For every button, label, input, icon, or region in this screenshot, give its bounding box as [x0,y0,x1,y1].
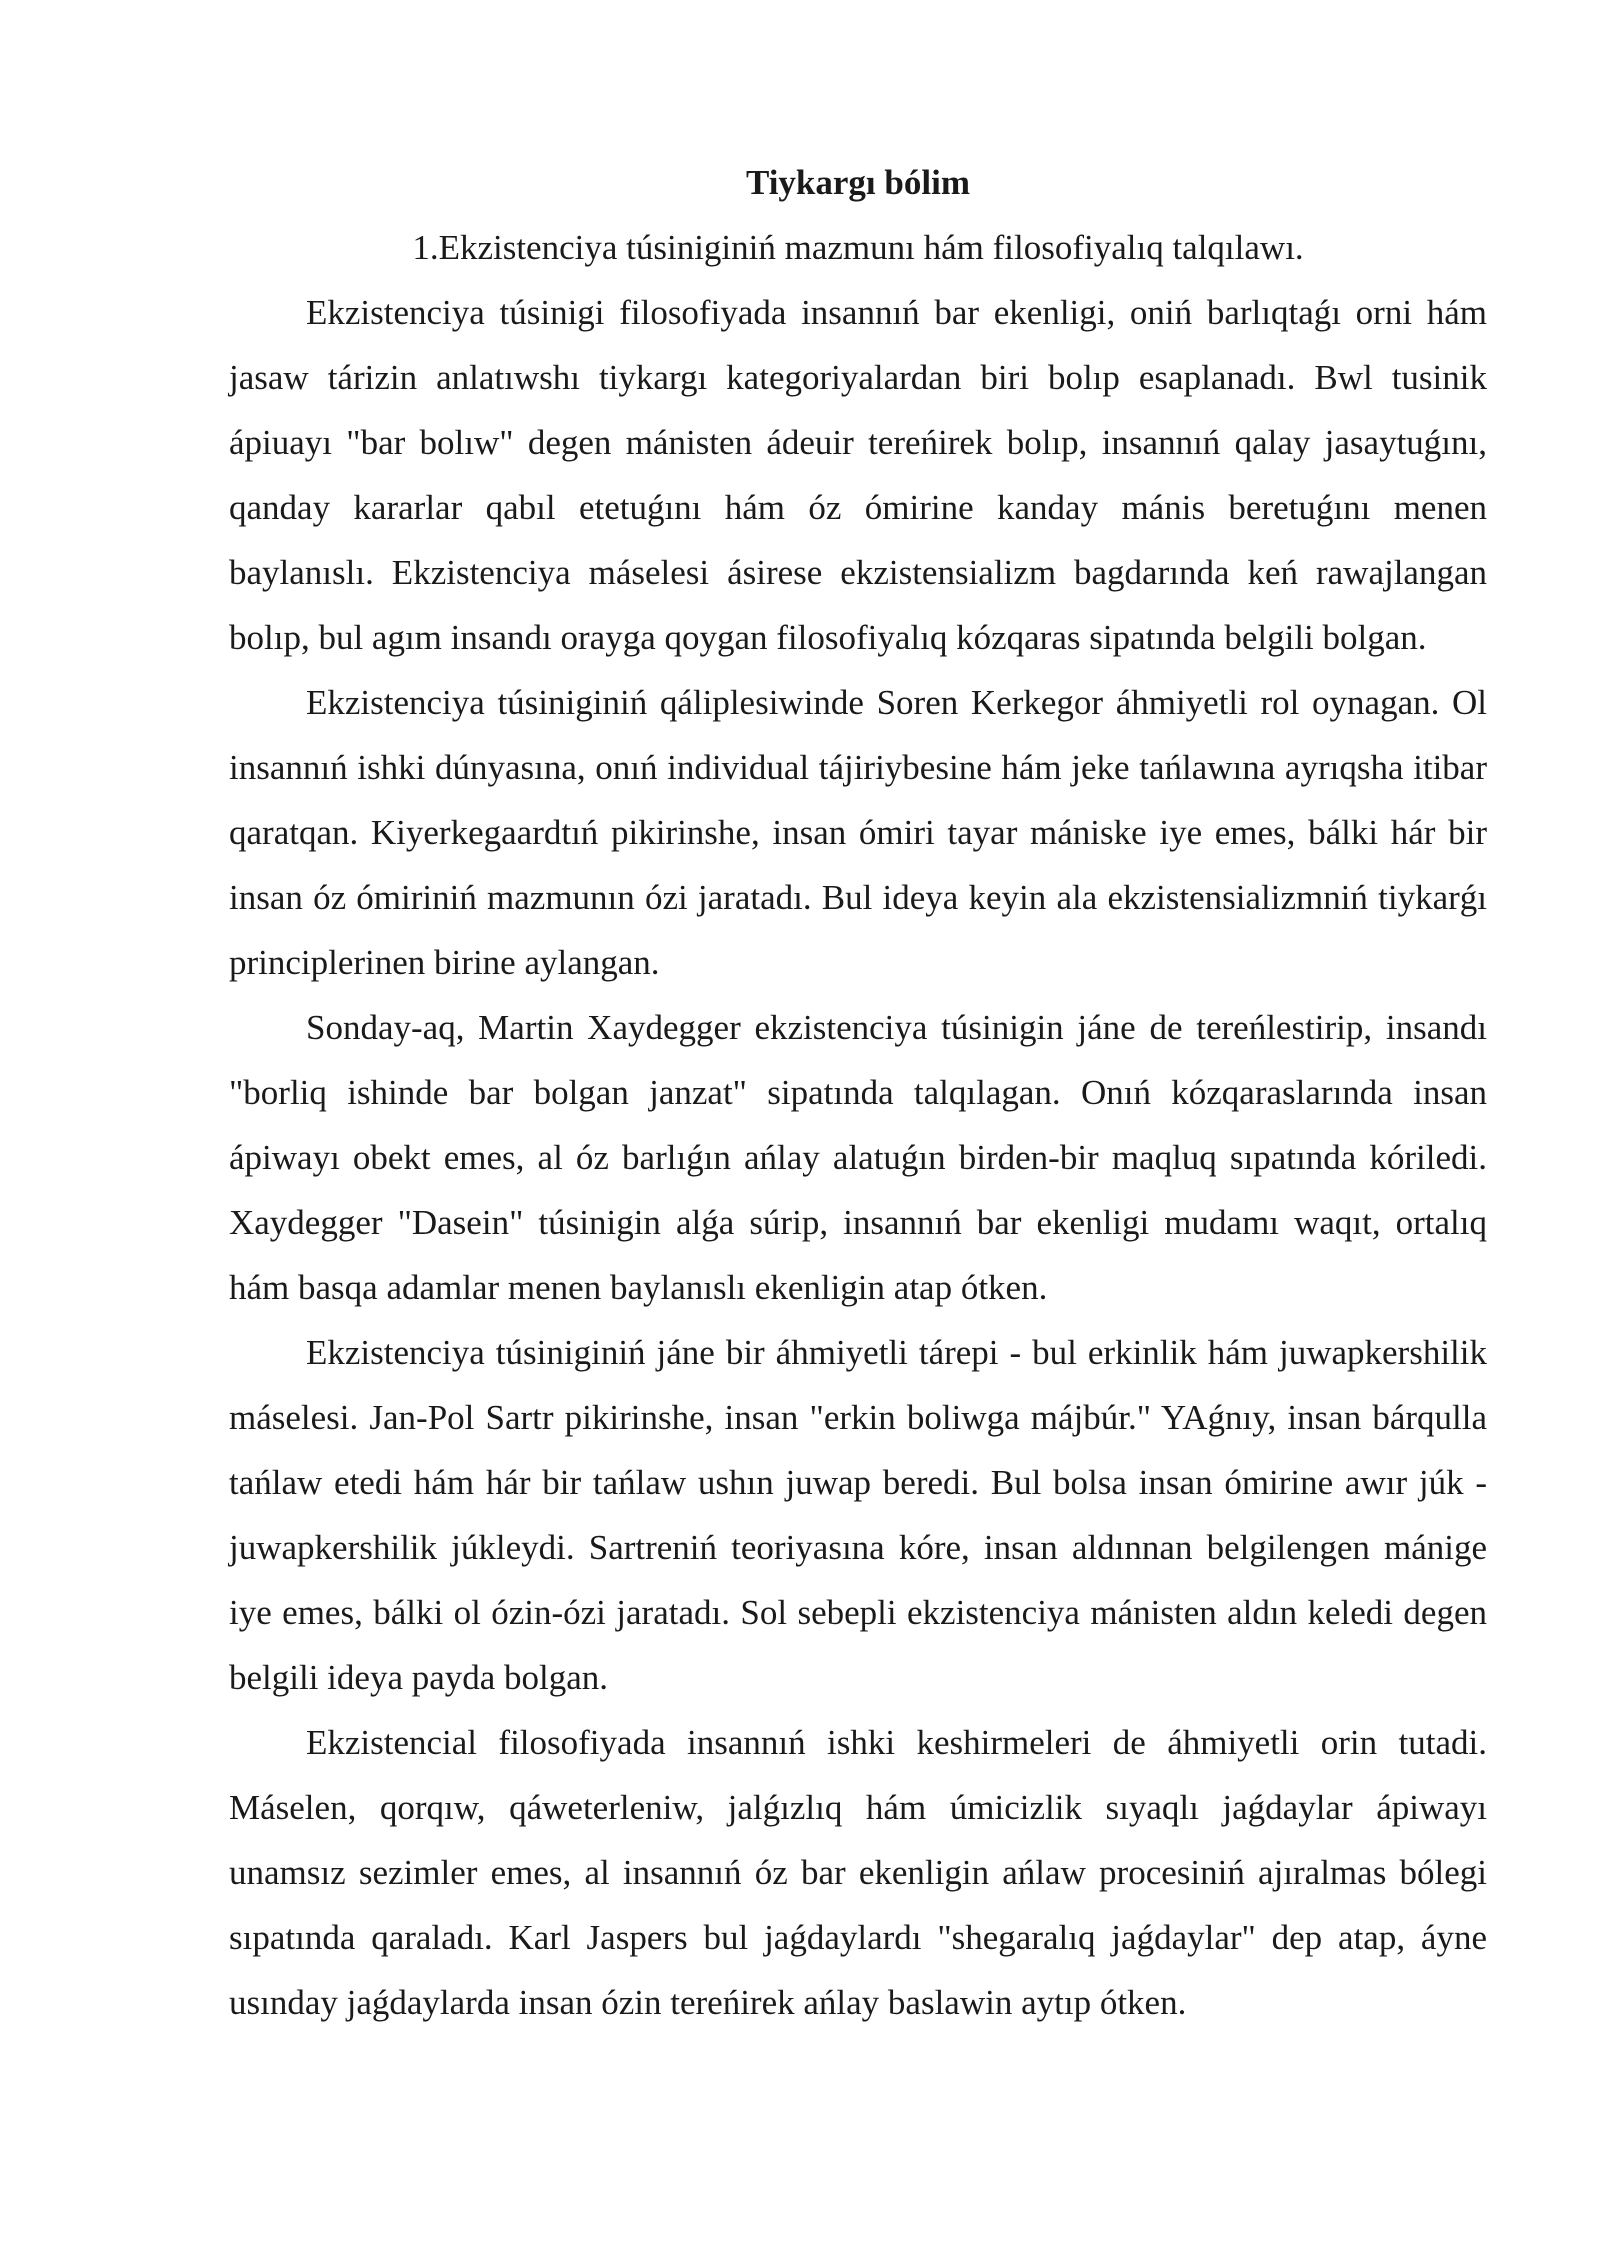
section-heading: Tiykargı bólim [746,163,970,202]
paragraph-4: Ekzistenciya túsiniginiń jáne bir áhmiyetli tárepi - bul erkinlik hám juwapkershilik máselesi. Jan-Pol Sartr pikirinshe, insan "erkin boliwga májbúr." YAǵnıy, insan bárqulla tańlaw etedi hám hár bir tańlaw ushın juwap beredi. Bul bolsa insan ómirine awır júk - juwapkershilik júkleydi. Sartreniń teoriyasına kóre, insan aldınnan belgilengen mánige iye emes, bálki ol ózin-ózi jaratadı. Sol sebepli ekzistenciya mánisten aldın keledi degen belgili ideya payda bolgan. [229,1333,1487,1697]
paragraph-5: Ekzistencial filosofiyada insannıń ishki keshirmeleri de áhmiyetli orin tutadi. Máselen, qorqıw, qáweterleniw, jalǵızlıq hám úmicizlik sıyaqlı jaǵdaylar ápiwayı unamsız sezimler emes, al insannıń óz bar ekenligin ańlaw procesiniń ajıralmas bólegi sıpatında qaraladı. Karl Jaspers bul jaǵdaylardı "shegaralıq jaǵdaylar" dep atap, áyne usınday jaǵdaylarda insan ózin tereńirek ańlay baslawin aytıp ótken. [229,1723,1487,2022]
document-page [229,150,1487,2035]
paragraph-1: Ekzistenciya túsinigi filosofiyada insannıń bar ekenligi, oniń barlıqtaǵı orni hám jasaw tárizin anlatıwshı tiykargı kategoriyalardan biri bolıp esaplanadı. Bwl tusinik ápiuayı "bar bolıw" degen mánisten ádeuir tereńirek bolıp, insannıń qalay jasaytuǵını, qanday kararlar qabıl etetuǵını hám óz ómirine kanday mánis beretuǵını menen baylanıslı. Ekzistenciya máselesi ásirese ekzistensializm bagdarında keń rawajlangan bolıp, bul agım insandı orayga qoygan filosofiyalıq kózqaras sipatında belgili bolgan. [229,293,1487,657]
paragraph-3: Sonday-aq, Martin Xaydegger ekzistenciya túsinigin jáne de tereńlestirip, insandı "borliq ishinde bar bolgan janzat" sipatında talqılagan. Onıń kózqaraslarında insan ápiwayı obekt emes, al óz barlıǵın ańlay alatuǵın birden-bir maqluq sıpatında kóriledi. Xaydegger "Dasein" túsinigin alǵa súrip, insannıń bar ekenligi mudamı waqıt, ortalıq hám basqa adamlar menen baylanıslı ekenligin atap ótken. [229,1008,1487,1307]
section-subheading: 1.Ekzistenciya túsiniginiń mazmunı hám filosofiyalıq talqılawı. [412,228,1304,267]
paragraph-2: Ekzistenciya túsiniginiń qáliplesiwinde Soren Kerkegor áhmiyetli rol oynagan. Ol insannıń ishki dúnyasına, onıń individual tájiriybesine hám jeke tańlawına ayrıqsha itibar qaratqan. Kiyerkegaardtıń pikirinshe, insan ómiri tayar mániske iye emes, bálki hár bir insan óz ómiriniń mazmunın ózi jaratadı. Bul ideya keyin ala ekzistensializmniń tiykarǵı principlerinen birine aylangan. [229,683,1487,982]
